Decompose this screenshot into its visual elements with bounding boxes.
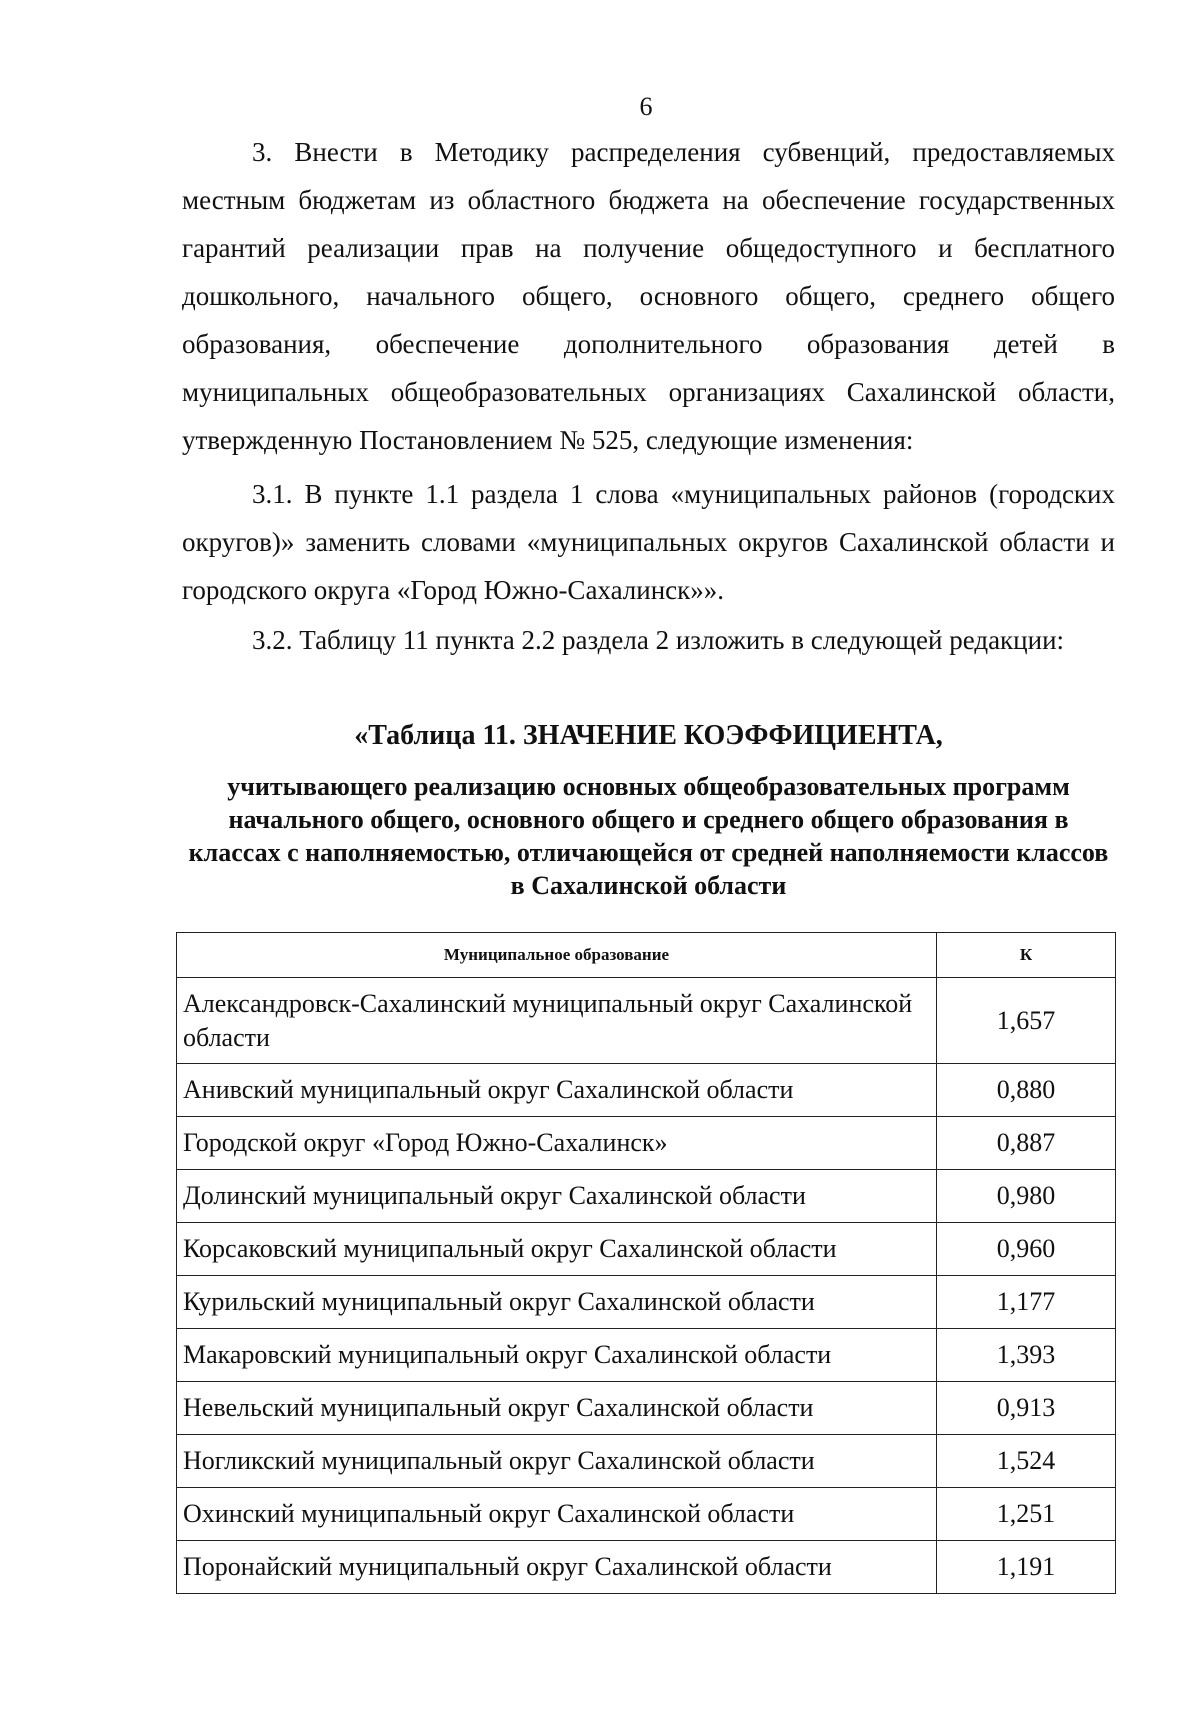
coefficient-value: 0,960 [937,1223,1116,1276]
table-title: «Таблица 11. ЗНАЧЕНИЕ КОЭФФИЦИЕНТА, [354,720,943,751]
table-row [177,1382,1116,1435]
municipality-name: Макаровский муниципальный округ Сахалинской области [177,1329,937,1382]
header-coefficient: К [937,933,1116,978]
coefficient-value: 1,393 [937,1329,1116,1382]
coefficient-value: 1,524 [937,1435,1116,1488]
table-row [177,1276,1116,1329]
table-row [177,1488,1116,1541]
table-row [177,1170,1116,1223]
municipality-name: Невельский муниципальный округ Сахалинской области [177,1382,937,1435]
table-header-row [177,933,1116,978]
table-row [177,1064,1116,1117]
paragraph-3-1: 3.1. В пункте 1.1 раздела 1 слова «муниципальных районов (городских округов)» заменить словами «муниципальных округов Сахалинской области и городского округа «Город Южно-Сахалинск»». [182,479,1115,605]
coefficient-value: 1,657 [937,978,1116,1064]
municipality-name: Анивский муниципальный округ Сахалинской области [177,1064,937,1117]
municipality-name: Курильский муниципальный округ Сахалинской области [177,1276,937,1329]
paragraph-3-2: 3.2. Таблицу 11 пункта 2.2 раздела 2 изложить в следующей редакции: [252,625,1065,655]
table-row [177,1117,1116,1170]
coefficient-value: 1,251 [937,1488,1116,1541]
municipality-name: Поронайский муниципальный округ Сахалинской области [177,1541,937,1594]
table-row [177,978,1116,1064]
municipality-name: Долинский муниципальный округ Сахалинской области [177,1170,937,1223]
coefficient-value: 0,913 [937,1382,1116,1435]
coefficient-value: 1,177 [937,1276,1116,1329]
coefficient-value: 1,191 [937,1541,1116,1594]
coefficient-value: 0,887 [937,1117,1116,1170]
page-number: 6 [639,92,653,121]
paragraph-3: 3. Внести в Методику распределения субвенций, предоставляемых местным бюджетам из областного бюджета на обеспечение государственных гарантий реализации прав на получение общедоступного и бесплатного дошкольного, начального общего, основного общего, среднего общего образования, обеспечение дополнительного образования детей в муниципальных общеобразовательных организациях Сахалинской области, утвержденную Постановлением № 525, следующие изменения: [182,137,1115,455]
municipality-name: Корсаковский муниципальный округ Сахалинской области [177,1223,937,1276]
municipality-name: Городской округ «Город Южно-Сахалинск» [177,1117,937,1170]
coefficient-value: 0,980 [937,1170,1116,1223]
coefficient-table [176,932,1116,1594]
municipality-name: Ногликский муниципальный округ Сахалинской области [177,1435,937,1488]
table-row [177,1435,1116,1488]
table-subtitle: учитывающего реализацию основных общеобразовательных программ начального общего, основного общего и среднего общего образования в классах с наполняемостью, отличающейся от средней наполняемости классов в Сахалинской области [188,772,1109,900]
table-row [177,1329,1116,1382]
header-municipality: Муниципальное образование [177,933,937,978]
coefficient-value: 0,880 [937,1064,1116,1117]
municipality-name: Александровск-Сахалинский муниципальный округ Сахалинской области [177,978,937,1064]
municipality-name: Охинский муниципальный округ Сахалинской области [177,1488,937,1541]
table-row [177,1541,1116,1594]
table-row [177,1223,1116,1276]
